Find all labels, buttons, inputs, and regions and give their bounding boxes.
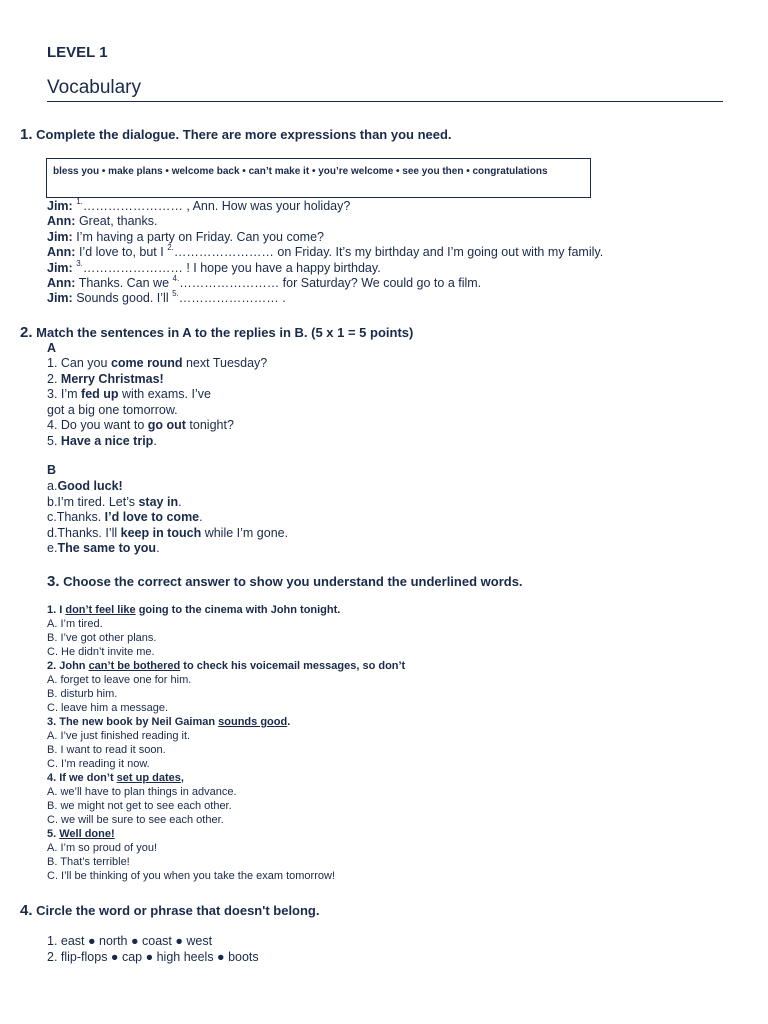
gap-number: 3.: [76, 259, 83, 268]
speaker: Jim:: [47, 230, 73, 244]
line-text: …………………… .: [178, 291, 286, 305]
text: 1. Can you: [47, 356, 111, 370]
text: 5.: [47, 828, 60, 840]
reply-b: [47, 526, 288, 540]
exercise-2-heading: 2. Match the sentences in A to the replies in B. (5 x 1 = 5 points): [20, 324, 414, 341]
text: d.Thanks. I’ll: [47, 525, 121, 540]
sentence-a: [47, 418, 234, 432]
answer-option: A. we’ll have to plan things in advance.: [47, 786, 237, 798]
text: 4. If we don’t: [47, 772, 117, 784]
gap-number: 4.: [172, 274, 180, 283]
dialogue-line: [47, 261, 381, 275]
exercise-4-heading: 4. Circle the word or phrase that doesn't belong.: [20, 902, 320, 919]
text: to check his voicemail messages, so don’t: [180, 660, 406, 672]
text: .: [199, 510, 203, 524]
section-title: Vocabulary: [47, 77, 142, 98]
expression-list: bless you • make plans • welcome back • can’t make it • you’re welcome • see you then • congratulations: [53, 166, 548, 177]
answer-option: C. leave him a message.: [47, 702, 169, 714]
answer-option: A. I’m so proud of you!: [47, 842, 158, 854]
underlined-words: set up dates: [116, 772, 181, 784]
key-phrase: keep in touch: [120, 525, 202, 540]
dialogue-line: [47, 245, 603, 259]
reply-b: [47, 541, 160, 555]
key-phrase: Merry Christmas!: [60, 371, 164, 386]
key-phrase: stay in: [138, 494, 179, 509]
speaker: Ann:: [47, 245, 76, 259]
speaker: Jim:: [47, 261, 73, 275]
dialogue-line: [47, 199, 350, 213]
gap-number: 5.: [172, 289, 179, 298]
line-text: Thanks. Can we: [78, 276, 170, 290]
question-4: [47, 772, 184, 784]
text: e.: [47, 541, 58, 555]
answer-option: B. I’ve got other plans.: [47, 632, 157, 644]
answer-option: C. I’ll be thinking of you when you take the exam tomorrow!: [47, 870, 335, 882]
text: 3. The new book by Neil Gaiman: [47, 716, 219, 728]
answer-option: C. I’m reading it now.: [47, 758, 150, 770]
text: c.Thanks.: [47, 510, 105, 524]
text: ,: [180, 772, 184, 784]
dialogue-line: [47, 230, 324, 244]
underlined-words: can’t be bothered: [88, 660, 181, 672]
text: .: [287, 716, 291, 728]
line-text: I’d love to, but I: [78, 245, 164, 259]
exercise-3-heading: 3. Choose the correct answer to show you understand the underlined words.: [47, 573, 523, 590]
text: while I’m gone.: [201, 525, 289, 540]
dialogue-line: [47, 276, 481, 290]
text: .: [178, 494, 182, 509]
exercise-1-heading: 1. Complete the dialogue. There are more expressions than you need.: [20, 126, 452, 143]
text: 2.: [47, 371, 61, 386]
text: 3. I’m: [47, 387, 82, 401]
answer-option: C. we will be sure to see each other.: [47, 814, 224, 826]
question-2: [47, 660, 405, 672]
key-phrase: Have a nice trip: [60, 433, 154, 448]
circle-line-2: 2. flip-flops ● cap ● high heels ● boots: [47, 950, 259, 964]
text: b.I’m tired. Let’s: [47, 494, 139, 509]
speaker: Jim:: [47, 291, 73, 305]
text: tonight?: [185, 418, 234, 432]
sentence-a: [47, 434, 157, 448]
text: 2. John: [47, 660, 89, 672]
title-divider: [47, 101, 723, 102]
gap-number: 2.: [167, 243, 174, 252]
line-text: I’m having a party on Friday. Can you come?: [76, 230, 324, 244]
text: next Tuesday?: [182, 356, 268, 370]
question-1: [47, 604, 340, 616]
answer-option: A. I’ve just finished reading it.: [47, 730, 191, 742]
answer-option: C. He didn’t invite me.: [47, 646, 155, 658]
key-phrase: Good luck!: [57, 479, 123, 493]
line-text: Sounds good. I’ll: [76, 291, 169, 305]
text: with exams. I’ve: [118, 387, 211, 401]
dialogue-line: [47, 291, 286, 305]
column-a-label: A: [47, 341, 57, 355]
reply-b: [47, 479, 123, 493]
line-text: …………………… ! I hope you have a happy birthday.: [82, 261, 381, 275]
answer-option: B. That’s terrible!: [47, 856, 130, 868]
answer-option: B. we might not get to see each other.: [47, 800, 232, 812]
line-text: …………………… for Saturday? We could go to a film.: [179, 276, 482, 290]
underlined-words: Well done!: [59, 828, 115, 840]
text: going to the cinema with John tonight.: [135, 604, 341, 616]
text: 4. Do you want to: [47, 418, 148, 432]
sentence-a: [47, 387, 211, 401]
question-3: [47, 716, 290, 728]
underlined-words: sounds good: [218, 716, 288, 728]
text: 1. I: [47, 604, 66, 616]
text: .: [156, 541, 160, 555]
level-heading: LEVEL 1: [47, 44, 108, 61]
line-text: …………………… , Ann. How was your holiday?: [82, 199, 351, 213]
text: 5.: [47, 433, 61, 448]
speaker: Ann:: [47, 276, 76, 290]
reply-b: [47, 510, 203, 524]
text: got a big one tomorrow.: [47, 402, 178, 417]
speaker: Ann:: [47, 214, 76, 228]
text: a.: [47, 479, 58, 493]
question-5: [47, 828, 115, 840]
key-phrase: The same to you: [57, 541, 157, 555]
answer-option: A. forget to leave one for him.: [47, 674, 192, 686]
dialogue-line: [47, 214, 157, 228]
key-phrase: go out: [147, 418, 186, 432]
line-text: …………………… on Friday. It’s my birthday and I’m going out with my family.: [173, 245, 604, 259]
column-b-label: B: [47, 463, 57, 477]
expression-box: [46, 158, 591, 198]
answer-option: B. disturb him.: [47, 688, 118, 700]
answer-option: A. I’m tired.: [47, 618, 103, 630]
gap-number: 1.: [76, 197, 83, 206]
sentence-a: [47, 372, 164, 386]
text: .: [153, 433, 157, 448]
key-phrase: fed up: [81, 387, 119, 401]
reply-b: [47, 495, 182, 509]
speaker: Jim:: [47, 199, 73, 213]
circle-line-1: 1. east ● north ● coast ● west: [47, 934, 213, 948]
key-phrase: I’d love to come: [104, 510, 200, 524]
key-phrase: come round: [110, 356, 183, 370]
answer-option: B. I want to read it soon.: [47, 744, 166, 756]
line-text: Great, thanks.: [78, 214, 158, 228]
underlined-words: don’t feel like: [65, 604, 136, 616]
sentence-a: [47, 356, 267, 370]
sentence-a: [47, 403, 178, 417]
